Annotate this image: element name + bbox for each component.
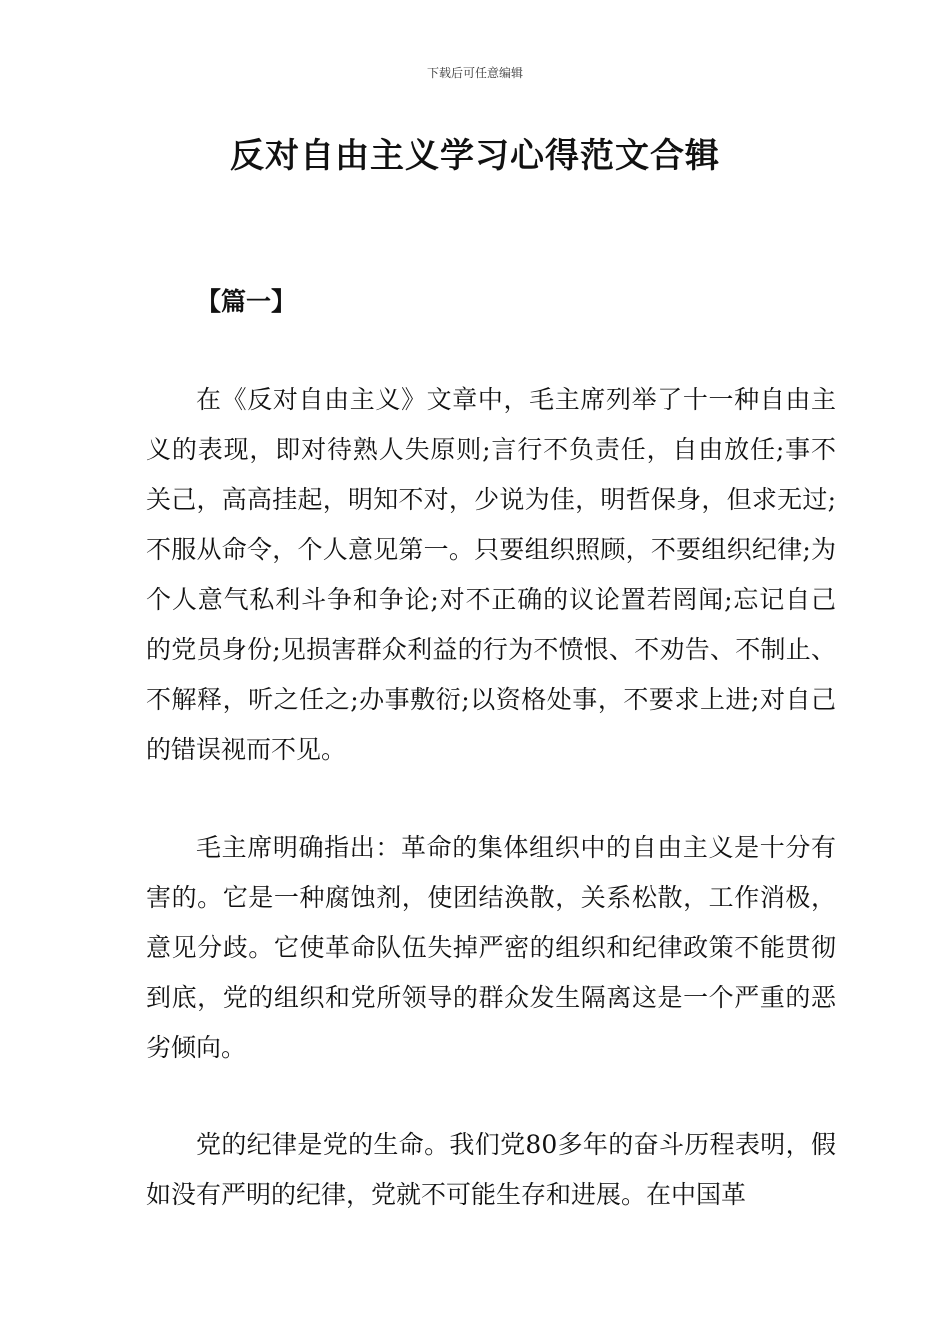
paragraph-3: 党的纪律是党的生命。我们党80多年的奋斗历程表明，假如没有严明的纪律，党就不可能生存和进展。在中国革 [146, 1130, 836, 1209]
header-note: 下载后可任意编辑 [426, 66, 523, 80]
paragraph-2: 毛主席明确指出：革命的集体组织中的自由主义是十分有害的。它是一种腐蚀剂，使团结涣散，关系松散，工作消极，意见分歧。它使革命队伍失掉严密的组织和纪律政策不能贯彻到底，党的组织和党所领导的群众发生隔离这是一个严重的恶劣倾向。 [146, 833, 836, 1062]
section-label: 【篇一】 [196, 287, 297, 316]
paragraph-1: 在《反对自由主义》文章中，毛主席列举了十一种自由主义的表现，即对待熟人失原则;言行不负责任，自由放任;事不关己，高高挂起，明知不对，少说为佳，明哲保身，但求无过;不服从命令，个人意见第一。只要组织照顾，不要组织纪律;为个人意气私利斗争和争论;对不正确的议论置若罔闻;忘记自己的党员身份;见损害群众利益的行为不愤恨、不劝告、不制止、不解释，听之任之;办事敷衍;以资格处事，不要求上进;对自己的错误视而不见。 [146, 385, 836, 764]
document-title: 反对自由主义学习心得范文合辑 [230, 136, 720, 176]
